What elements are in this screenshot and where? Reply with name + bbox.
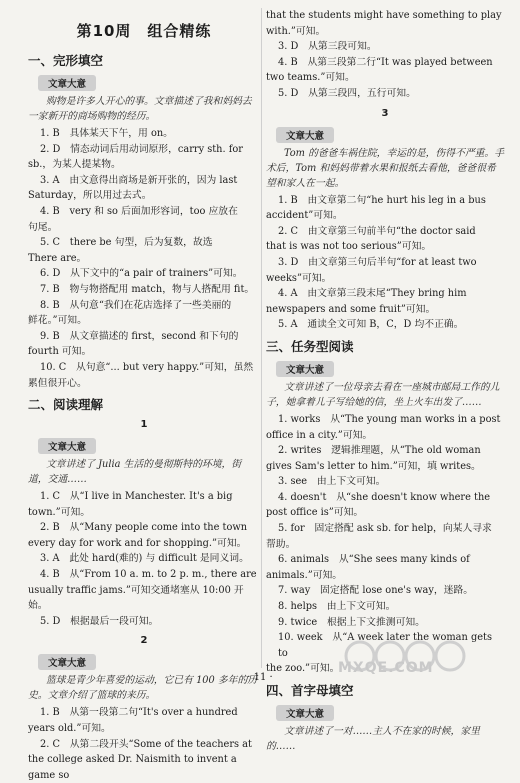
answer-line: 5. for 固定搭配 ask sb. for help，向某人寻求 — [278, 523, 492, 535]
answer-line: 6. animals 从“She sees many kinds of — [278, 554, 470, 566]
answer-line: 7. way 固定搭配 lose one's way，迷路。 — [278, 585, 474, 597]
answer-line: 鲜花。”可知。 — [28, 315, 87, 327]
answer-line: gives Sam's letter to him.”可知，填 writes。 — [266, 460, 481, 472]
answer-line: 7. B 物与物搭配用 match，物与人搭配用 fit。 — [40, 283, 255, 295]
article-summary: 篮球是青少年喜爱的运动，它已有 100 多年的历史。文章介绍了篮球的来历。 — [28, 675, 258, 702]
answer-line: 1. C 从“I live in Manchester. It's a big — [40, 491, 233, 503]
article-summary: 文章讲述了一位母亲去看在一座城市邮局工作的儿子，她拿着儿子写给她的信，坐上火车出发了…… — [266, 381, 500, 408]
answer-line: fourth 可知。 — [28, 346, 92, 358]
answer-line: 3. D 从第三段可知。 — [278, 41, 377, 53]
answer-list-reading-2-continued — [266, 8, 504, 102]
section-title-cloze: 一、完形填空 — [28, 53, 104, 68]
answer-line: 4. A 由文章第三段末尾“They bring him — [278, 288, 467, 300]
answer-line: 3. see 由上下文可知。 — [278, 476, 386, 488]
answer-line: that is was not too serious”可知。 — [266, 241, 432, 253]
answer-line: 2. D 情态动词后用动词原形，carry sth. for — [40, 143, 243, 155]
answer-line: 4. B 从“From 10 a. m. to 2 p. m., there are — [40, 569, 257, 581]
answer-line: post office is”可知。 — [266, 507, 364, 519]
section-title-reading: 二、阅读理解 — [28, 397, 104, 413]
answer-line: 5. D 从第三段四，五行可知。 — [278, 87, 416, 99]
answer-line: town.”可知。 — [28, 506, 91, 518]
article-summary: 文章讲述了 Julia 生活的曼彻斯特的环境，街道，交通…… — [28, 459, 242, 486]
answer-line: 3. A 此处 hard(难的) 与 difficult 是同义词。 — [40, 553, 249, 565]
answer-line: 2. writes 逻辑推理题，从“The old woman — [278, 445, 481, 457]
answer-line: accident”可知。 — [266, 210, 343, 222]
answer-line: with.”可知。 — [266, 25, 326, 37]
answer-line: sb.，为某人提某物。 — [28, 159, 121, 171]
answer-line: newspapers and some fruit”可知。 — [266, 303, 436, 315]
answer-line: 5. A 通读全文可知 B，C，D 均不正确。 — [278, 319, 464, 331]
answer-line: usually traffic jams.”可知交通堵塞从 10:00 开始。 — [28, 584, 244, 612]
passage-number: 1 — [140, 419, 148, 431]
answer-line: that the students might have something to play — [266, 10, 502, 21]
answer-line: Saturday，所以用过去式。 — [28, 190, 152, 202]
answer-line: animals.”可知。 — [266, 569, 343, 581]
answer-list-reading-2 — [28, 705, 260, 783]
answer-line: 2. B 从“Many people come into the town — [40, 522, 248, 534]
answer-line: 帮助。 — [266, 538, 296, 550]
answer-line: years old.”可知。 — [28, 723, 111, 735]
answer-list-cloze — [28, 126, 260, 391]
answer-line: 累但很开心。 — [28, 377, 87, 389]
answer-line: the zoo.”可知。 — [266, 663, 340, 675]
answer-line: 2. C 从第二段开头“Some of the teachers at — [40, 738, 252, 750]
answer-line: 9. B 从文章描述的 first，second 和下句的 — [40, 330, 239, 342]
page-number: · 11 · — [247, 672, 273, 683]
answer-line: 5. C there be 句型，后为复数，故选 — [40, 237, 213, 249]
answer-line: 8. B 从句意“我们在花店选择了一些美丽的 — [40, 299, 232, 311]
section-title-task-reading: 三、任务型阅读 — [266, 338, 354, 354]
answer-line: 3. D 由文章第三句后半句“for at least two — [278, 256, 477, 268]
article-summary: 文章讲述了一对……主人不在家的时候，家里的…… — [266, 726, 480, 752]
answer-line: the college asked Dr. Naismith to invent a game so — [28, 754, 237, 781]
answer-line: 1. B 从第一段第二句“It's over a hundred — [40, 707, 238, 719]
answer-line: 4. B very 和 so 后面加形容词，too 应放在 — [40, 205, 238, 217]
summary-badge: 文章大意 — [38, 75, 96, 91]
summary-badge: 文章大意 — [276, 361, 334, 377]
answer-line: 4. B 从第三段第二行“It was played between — [278, 56, 493, 68]
week-title: 第10周 组合精练 — [76, 22, 212, 40]
answer-line: 1. B 具体某天下午，用 on。 — [40, 128, 173, 139]
section-title-initial-letter: 四、首字母填空 — [266, 683, 354, 698]
answer-line: 3. A 由文意得出商场是新开张的，因为 last — [40, 174, 238, 186]
summary-badge: 文章大意 — [38, 438, 96, 454]
answer-line: 4. doesn't 从“she doesn't know where the — [278, 491, 491, 503]
answer-line: weeks”可知。 — [266, 272, 332, 284]
watermark-text: MXQE.COM — [338, 660, 434, 676]
passage-number: 3 — [381, 107, 389, 119]
passage-number: 2 — [140, 635, 148, 647]
summary-badge: 文章大意 — [276, 127, 334, 143]
summary-badge: 文章大意 — [38, 654, 96, 670]
answer-line: 1. works 从“The young man works in a post — [278, 413, 501, 425]
column-divider — [261, 8, 262, 668]
article-summary: 购物是许多人开心的事。文章描述了我和妈妈去一家新开的商场购物的经历。 — [28, 96, 252, 122]
answer-line: 8. helps 由上下文可知。 — [278, 601, 396, 613]
answer-list-reading-1 — [28, 489, 260, 629]
answer-line: every day for work and for shopping.”可知。 — [28, 537, 247, 549]
answer-line: There are。 — [28, 252, 87, 264]
answer-line: 2. C 由文章第三句前半句“the doctor said — [278, 225, 476, 237]
answer-line: 1. B 由文章第二句“he hurt his leg in a bus — [278, 194, 486, 206]
left-column — [28, 8, 260, 783]
answer-line: 10. week 从“A week later the woman gets to — [278, 632, 492, 659]
answer-line: office in a city.”可知。 — [266, 429, 373, 441]
article-summary: Tom 的爸爸车祸住院，幸运的是，伤得不严重。手术后，Tom 和妈妈带着水果和报纸去看他，爸爸很希望和家人在一起。 — [266, 147, 505, 189]
answer-line: 5. D 根据最后一段可知。 — [40, 615, 159, 627]
answer-line: two teams.”可知。 — [266, 72, 355, 84]
answer-list-reading-3 — [266, 193, 504, 333]
answer-line: 9. twice 根据上下文推测可知。 — [278, 616, 425, 628]
summary-badge: 文章大意 — [276, 705, 334, 721]
answer-line: 10. C 从句意“... but very happy.”可知，虽然 — [40, 361, 254, 373]
answer-line: 6. D 从下文中的“a pair of trainers”可知。 — [40, 268, 243, 280]
answer-line: 句尾。 — [28, 221, 58, 233]
